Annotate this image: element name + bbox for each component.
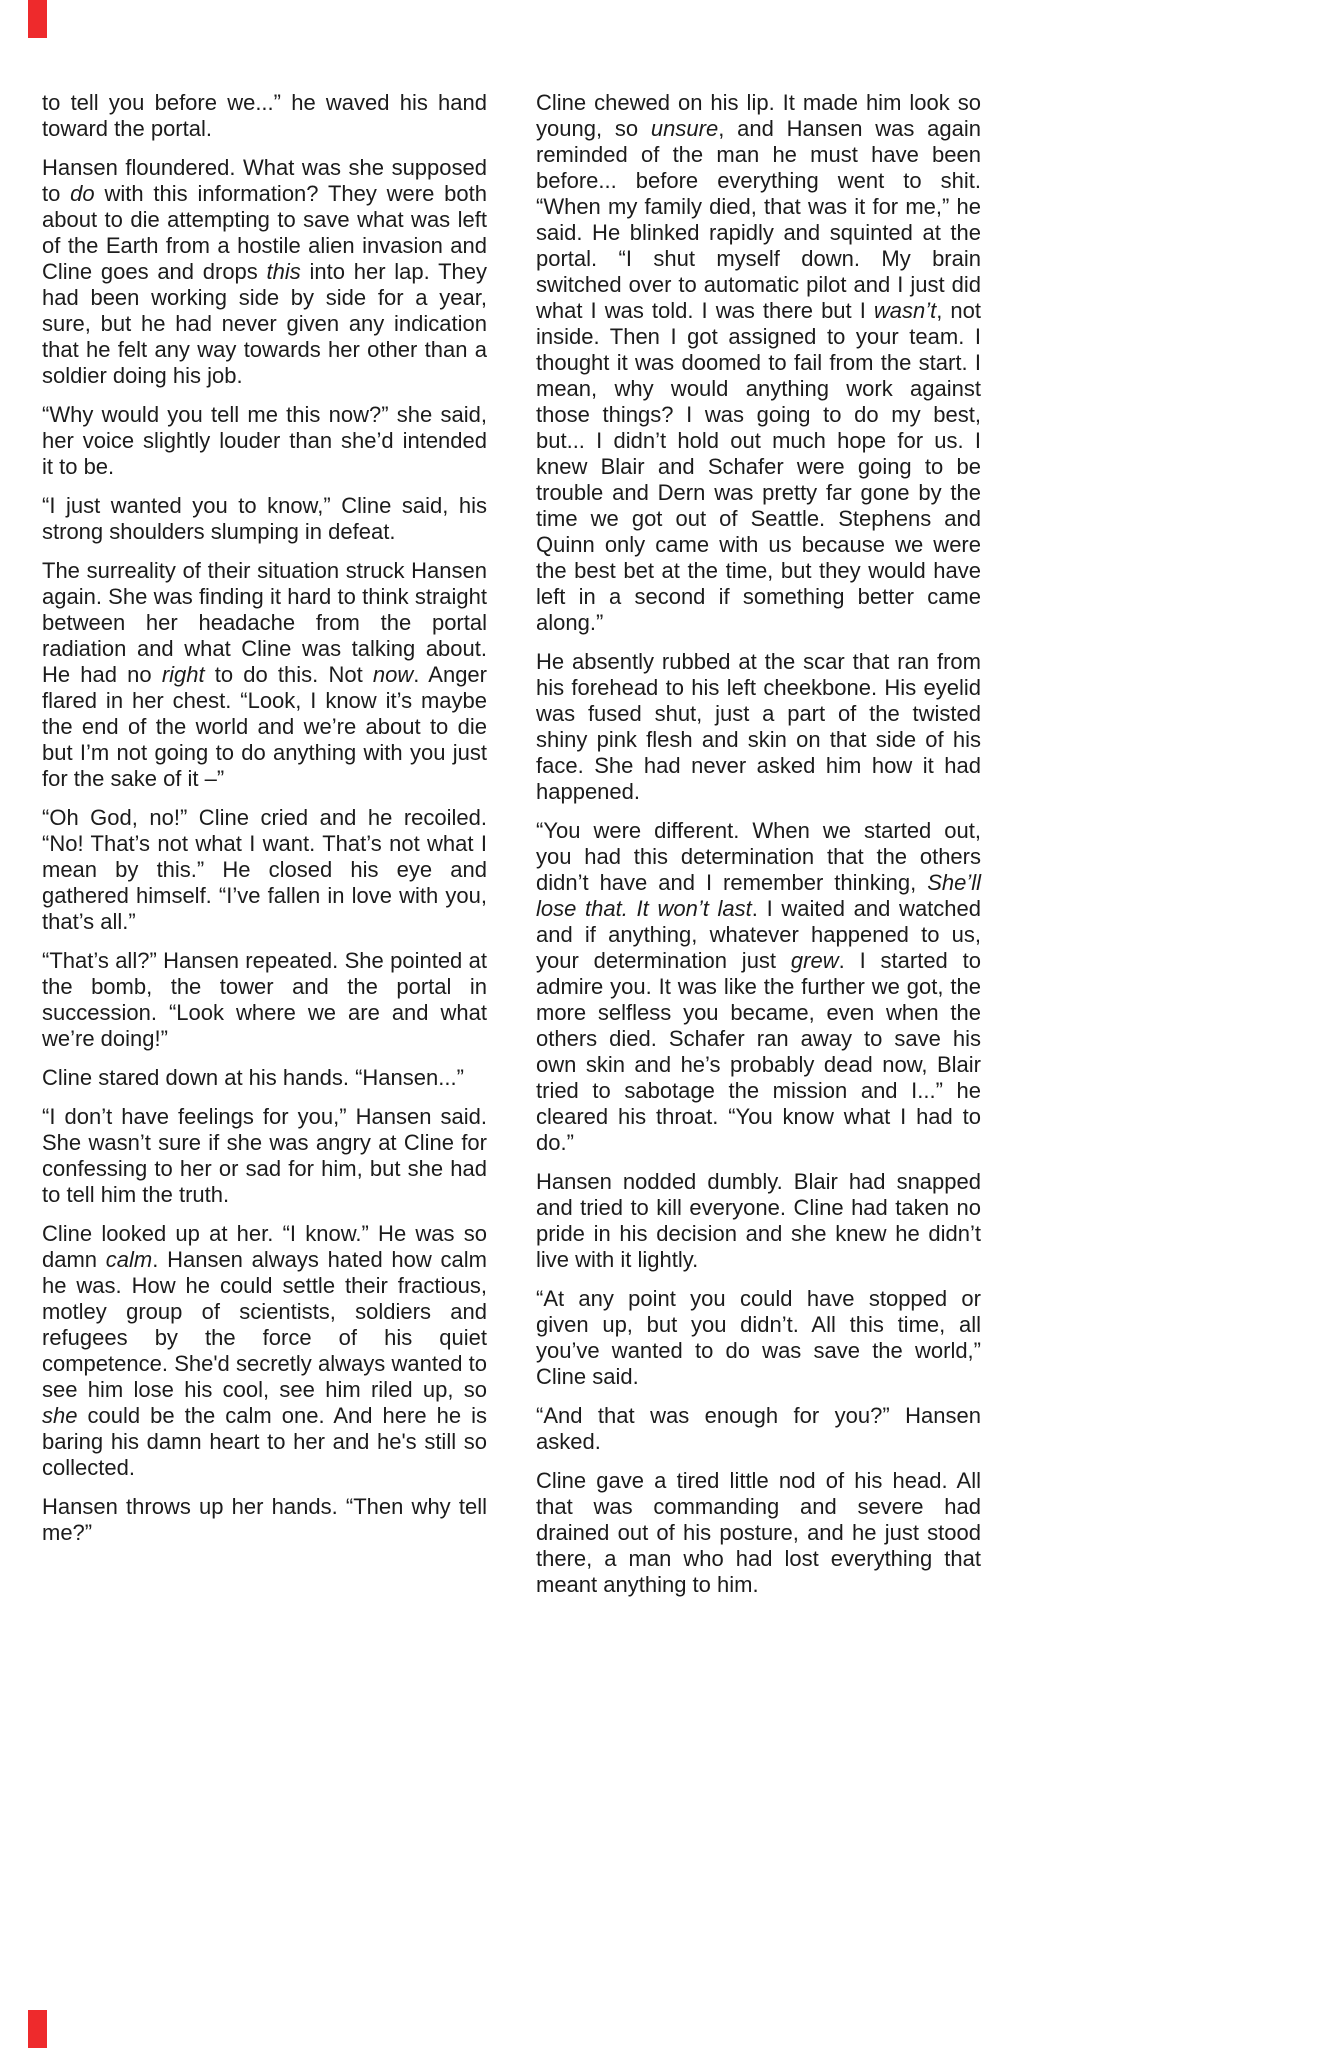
paragraph: “And that was enough for you?” Hansen asked. xyxy=(536,1403,981,1454)
paragraph: Hansen nodded dumbly. Blair had snapped and tried to kill everyone. Cline had taken no pride in his decision and she knew he didn’t live with it lightly. xyxy=(536,1169,981,1272)
paragraph: Cline looked up at her. “I know.” He was so damn calm. Hansen always hated how calm he was. How he could settle their fractious, motley group of scientists, soldiers and refugees by the force of his quiet competence. She'd secretly always wanted to see him lose his cool, see him riled up, so she could be the calm one. And here he is baring his damn heart to her and he's still so collected. xyxy=(42,1221,487,1480)
paragraph: Cline chewed on his lip. It made him look so young, so unsure, and Hansen was again reminded of the man he must have been before... before everything went to shit. “When my family died, that was it for me,” he said. He blinked rapidly and squinted at the portal. “I shut myself down. My brain switched over to automatic pilot and I just did what I was told. I was there but I wasn’t, not inside. Then I got assigned to your team. I thought it was doomed to fail from the start. I mean, why would anything work against those things? I was going to do my best, but... I didn’t hold out much hope for us. I knew Blair and Schafer were going to be trouble and Dern was pretty far gone by the time we got out of Seattle. Stephens and Quinn only came with us because we were the best bet at the time, but they would have left in a second if something better came along.” xyxy=(536,90,982,635)
paragraph: Hansen floundered. What was she supposed to do with this information? They were both about to die attempting to save what was left of the Earth from a hostile alien invasion and Cline goes and drops this into her lap. They had been working side by side for a year, sure, but he had never given any indication that he felt any way towards her other than a soldier doing his job. xyxy=(42,155,488,388)
paragraph: “I just wanted you to know,” Cline said, his strong shoulders slumping in defeat. xyxy=(42,493,487,544)
paragraph: “That’s all?” Hansen repeated. She pointed at the bomb, the tower and the portal in succession. “Look where we are and what we’re doing!” xyxy=(42,948,487,1051)
paragraph: “At any point you could have stopped or given up, but you didn’t. All this time, all you’ve wanted to do was save the world,” Cline said. xyxy=(536,1286,981,1389)
paragraph: to tell you before we...” he waved his hand toward the portal. xyxy=(42,90,487,141)
red-mark-bottom xyxy=(28,2010,47,2048)
paragraph: Hansen throws up her hands. “Then why tell me?” xyxy=(42,1494,487,1545)
paragraph: The surreality of their situation struck Hansen again. She was finding it hard to think straight between her headache from the portal radiation and what Cline was talking about. He had no right to do this. Not now. Anger flared in her chest. “Look, I know it’s maybe the end of the world and we’re about to die but I’m not going to do anything with you just for the sake of it –” xyxy=(42,558,487,791)
paragraph: He absently rubbed at the scar that ran from his forehead to his left cheekbone. His eyelid was fused shut, just a part of the twisted shiny pink flesh and skin on that side of his face. She had never asked him how it had happened. xyxy=(536,649,981,804)
paragraph: “Why would you tell me this now?” she said, her voice slightly louder than she’d intended it to be. xyxy=(42,402,487,479)
paragraph: “I don’t have feelings for you,” Hansen said. She wasn’t sure if she was angry at Cline for confessing to her or sad for him, but she had to tell him the truth. xyxy=(42,1104,487,1207)
red-mark-top xyxy=(28,0,47,38)
column-left xyxy=(42,90,487,1598)
text-columns xyxy=(42,90,981,1598)
column-right xyxy=(536,90,981,1598)
paragraph: Cline stared down at his hands. “Hansen...” xyxy=(42,1065,464,1090)
paragraph: “Oh God, no!” Cline cried and he recoiled. “No! That’s not what I want. That’s not what I mean by this.” He closed his eye and gathered himself. “I’ve fallen in love with you, that’s all.” xyxy=(42,805,487,934)
paragraph: Cline gave a tired little nod of his head. All that was commanding and severe had drained out of his posture, and he just stood there, a man who had lost everything that meant anything to him. xyxy=(536,1468,981,1597)
paragraph: “You were different. When we started out, you had this determination that the others didn’t have and I remember thinking, She’ll lose that. It won’t last. I waited and watched and if anything, whatever happened to us, your determination just grew. I started to admire you. It was like the further we got, the more selfless you became, even when the others died. Schafer ran away to save his own skin and he’s probably dead now, Blair tried to sabotage the mission and I...” he cleared his throat. “You know what I had to do.” xyxy=(536,818,982,1155)
